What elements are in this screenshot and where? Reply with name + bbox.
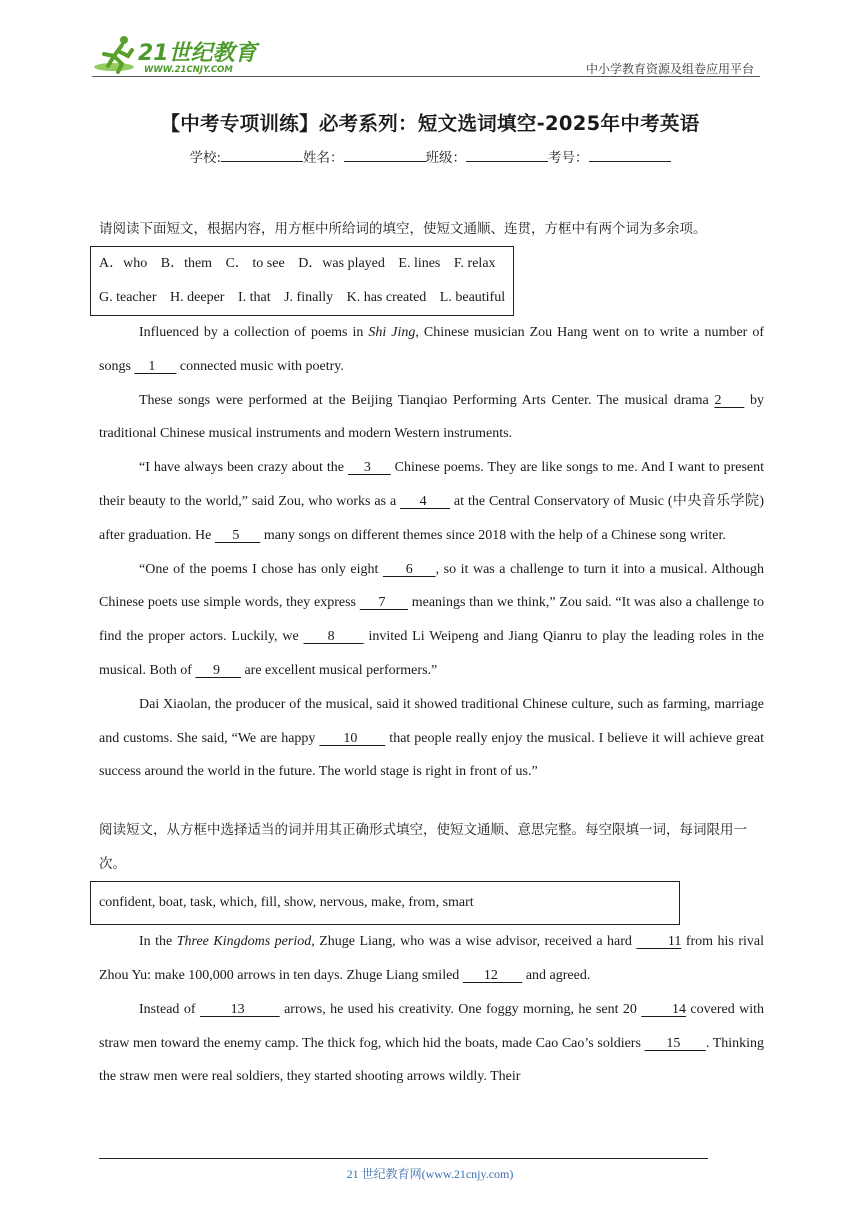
option-d: D．was played: [298, 256, 385, 271]
options-row-1: [99, 247, 505, 281]
main-content: [99, 212, 764, 1094]
section2-instruction: 阅读短文，从方框中选择适当的词并用其正确形式填空，使短文通顺、意思完整。每空限填一词，每词限用一次。: [99, 822, 747, 873]
class-blank: [466, 148, 548, 162]
platform-label: 中小学教育资源及组卷应用平台: [585, 62, 754, 76]
school-label: 学校:: [189, 150, 222, 166]
passage1-paragraph-5: [99, 688, 764, 789]
text: , so it was a challenge to turn it into a musical. Although Chinese poets use simple words, they express: [99, 561, 764, 611]
header-divider: [92, 76, 760, 77]
option-c: C． to see: [225, 256, 285, 271]
passage1-paragraph-4: [99, 553, 764, 688]
option-k: K. has created: [346, 290, 427, 305]
options-row-2: [99, 281, 505, 315]
text: are excellent musical performers.”: [240, 662, 438, 678]
blank-6: 6: [382, 561, 436, 577]
passage1-paragraph-2: [99, 384, 764, 452]
blank-7: 7: [359, 595, 408, 611]
text: Influenced by a collection of poems in: [139, 325, 369, 340]
passage2-paragraph-1: [99, 925, 764, 993]
blank-13: 13: [199, 1001, 280, 1017]
text: that people really enjoy the musical. I believe it will achieve great success around the world in the future. The world stage is right in front of us.”: [99, 730, 764, 780]
name-label: 姓名：: [303, 150, 344, 166]
text: Dai Xiaolan, the producer of the musical, said it showed traditional Chinese culture, such as farming, marriage and customs. She said, “We are happy: [99, 696, 764, 746]
options-box: [90, 246, 514, 316]
footer-divider: [99, 1158, 708, 1159]
svg-text:21世纪教育: 21世纪教育: [138, 41, 257, 66]
blank-11: 11: [636, 934, 682, 950]
text: “I have always been crazy about the: [139, 460, 348, 476]
text: covered with straw men toward the enemy camp. The thick fog, which hid the boats, made Cao Cao’s soldiers: [99, 1001, 765, 1051]
exam-no-blank: [589, 148, 671, 162]
blank-9: 9: [195, 662, 241, 678]
runner-logo-icon: [92, 34, 262, 76]
text: , Zhuge Liang, who was a wise advisor, received a hard: [311, 934, 637, 950]
blank-15: 15: [644, 1035, 706, 1051]
spacer: [99, 789, 764, 813]
passage1-paragraph-1: [99, 316, 764, 384]
word-bank-box: [90, 881, 680, 925]
blank-2: 2: [714, 392, 745, 408]
text: In the: [139, 934, 177, 950]
option-f: F. relax: [453, 256, 496, 271]
text: from his rival Zhou Yu: make 100,000 arrows in ten days. Zhuge Liang smiled: [99, 934, 764, 983]
text: . Thinking the straw men were real soldiers, they started shooting arrows wildly. Their: [99, 1035, 765, 1085]
option-i: I. that: [237, 290, 271, 305]
name-blank: [344, 148, 426, 162]
text: connected music with poetry.: [176, 358, 344, 374]
blank-12: 12: [462, 967, 523, 983]
exam-no-label: 考号：: [548, 150, 589, 166]
text: , Chinese musician Zou Hang went on to write a number of songs: [99, 325, 764, 374]
class-label: 班级：: [425, 150, 467, 166]
option-b: B．them: [160, 256, 213, 271]
text: meanings than we think,” Zou said. “It was also a challenge to find the proper actors. Luckily, we: [99, 595, 764, 645]
student-info-line: [0, 146, 860, 166]
school-blank: [221, 148, 303, 162]
option-a: A．who: [99, 256, 148, 271]
option-e: E. lines: [398, 256, 441, 271]
blank-14: 14: [641, 1001, 687, 1017]
text: invited Li Weipeng and Jiang Qianru to play the leading roles in the musical. Both of: [99, 629, 765, 678]
svg-text:WWW.21CNJY.COM: WWW.21CNJY.COM: [144, 65, 233, 75]
option-l: L. beautiful: [439, 290, 506, 305]
text: Instead of: [139, 1001, 200, 1017]
text: arrows, he used his creativity. One foggy morning, he sent 20: [279, 1001, 642, 1017]
text: and agreed.: [522, 967, 591, 983]
blank-10: 10: [319, 730, 386, 746]
passage1-paragraph-3: [99, 451, 764, 552]
footer-link[interactable]: 21 世纪教育网(www.21cnjy.com): [346, 1167, 514, 1181]
text: many songs on different themes since 2018 with the help of a Chinese song writer.: [260, 527, 726, 543]
text: at the Central Conservatory of Music (中央音乐学院) after graduation. He: [99, 493, 765, 543]
text: These songs were performed at the Beijing Tianqiao Performing Arts Center. The musical drama: [139, 392, 715, 408]
option-h: H. deeper: [170, 290, 225, 305]
section1-instruction: 请阅读下面短文，根据内容，用方框中所给词的填空，使短文通顺、连贯，方框中有两个词为多余项。: [99, 221, 707, 237]
option-j: J. finally: [284, 290, 334, 305]
text: Chinese poems. They are like songs to me. And I want to present their beauty to the world,” said Zou, who works as a: [99, 460, 765, 509]
page-title: 【中考专项训练】必考系列：短文选词填空-2025年中考英语: [160, 112, 700, 135]
blank-1: 1: [134, 358, 177, 374]
page-header: [92, 34, 760, 78]
blank-3: 3: [347, 460, 391, 476]
book-title: Shi Jing: [368, 325, 416, 340]
text: by traditional Chinese musical instruments and modern Western instruments.: [99, 392, 765, 442]
blank-8: 8: [303, 629, 364, 645]
option-g: G. teacher: [99, 290, 157, 305]
logo: [92, 34, 262, 76]
period-name: Three Kingdoms period: [176, 934, 312, 950]
passage2-paragraph-2: [99, 993, 764, 1094]
text: “One of the poems I chose has only eight: [139, 561, 383, 577]
blank-5: 5: [214, 527, 261, 543]
blank-4: 4: [400, 493, 451, 509]
word-bank: confident, boat, task, which, fill, show, nervous, make, from, smart: [99, 895, 474, 911]
